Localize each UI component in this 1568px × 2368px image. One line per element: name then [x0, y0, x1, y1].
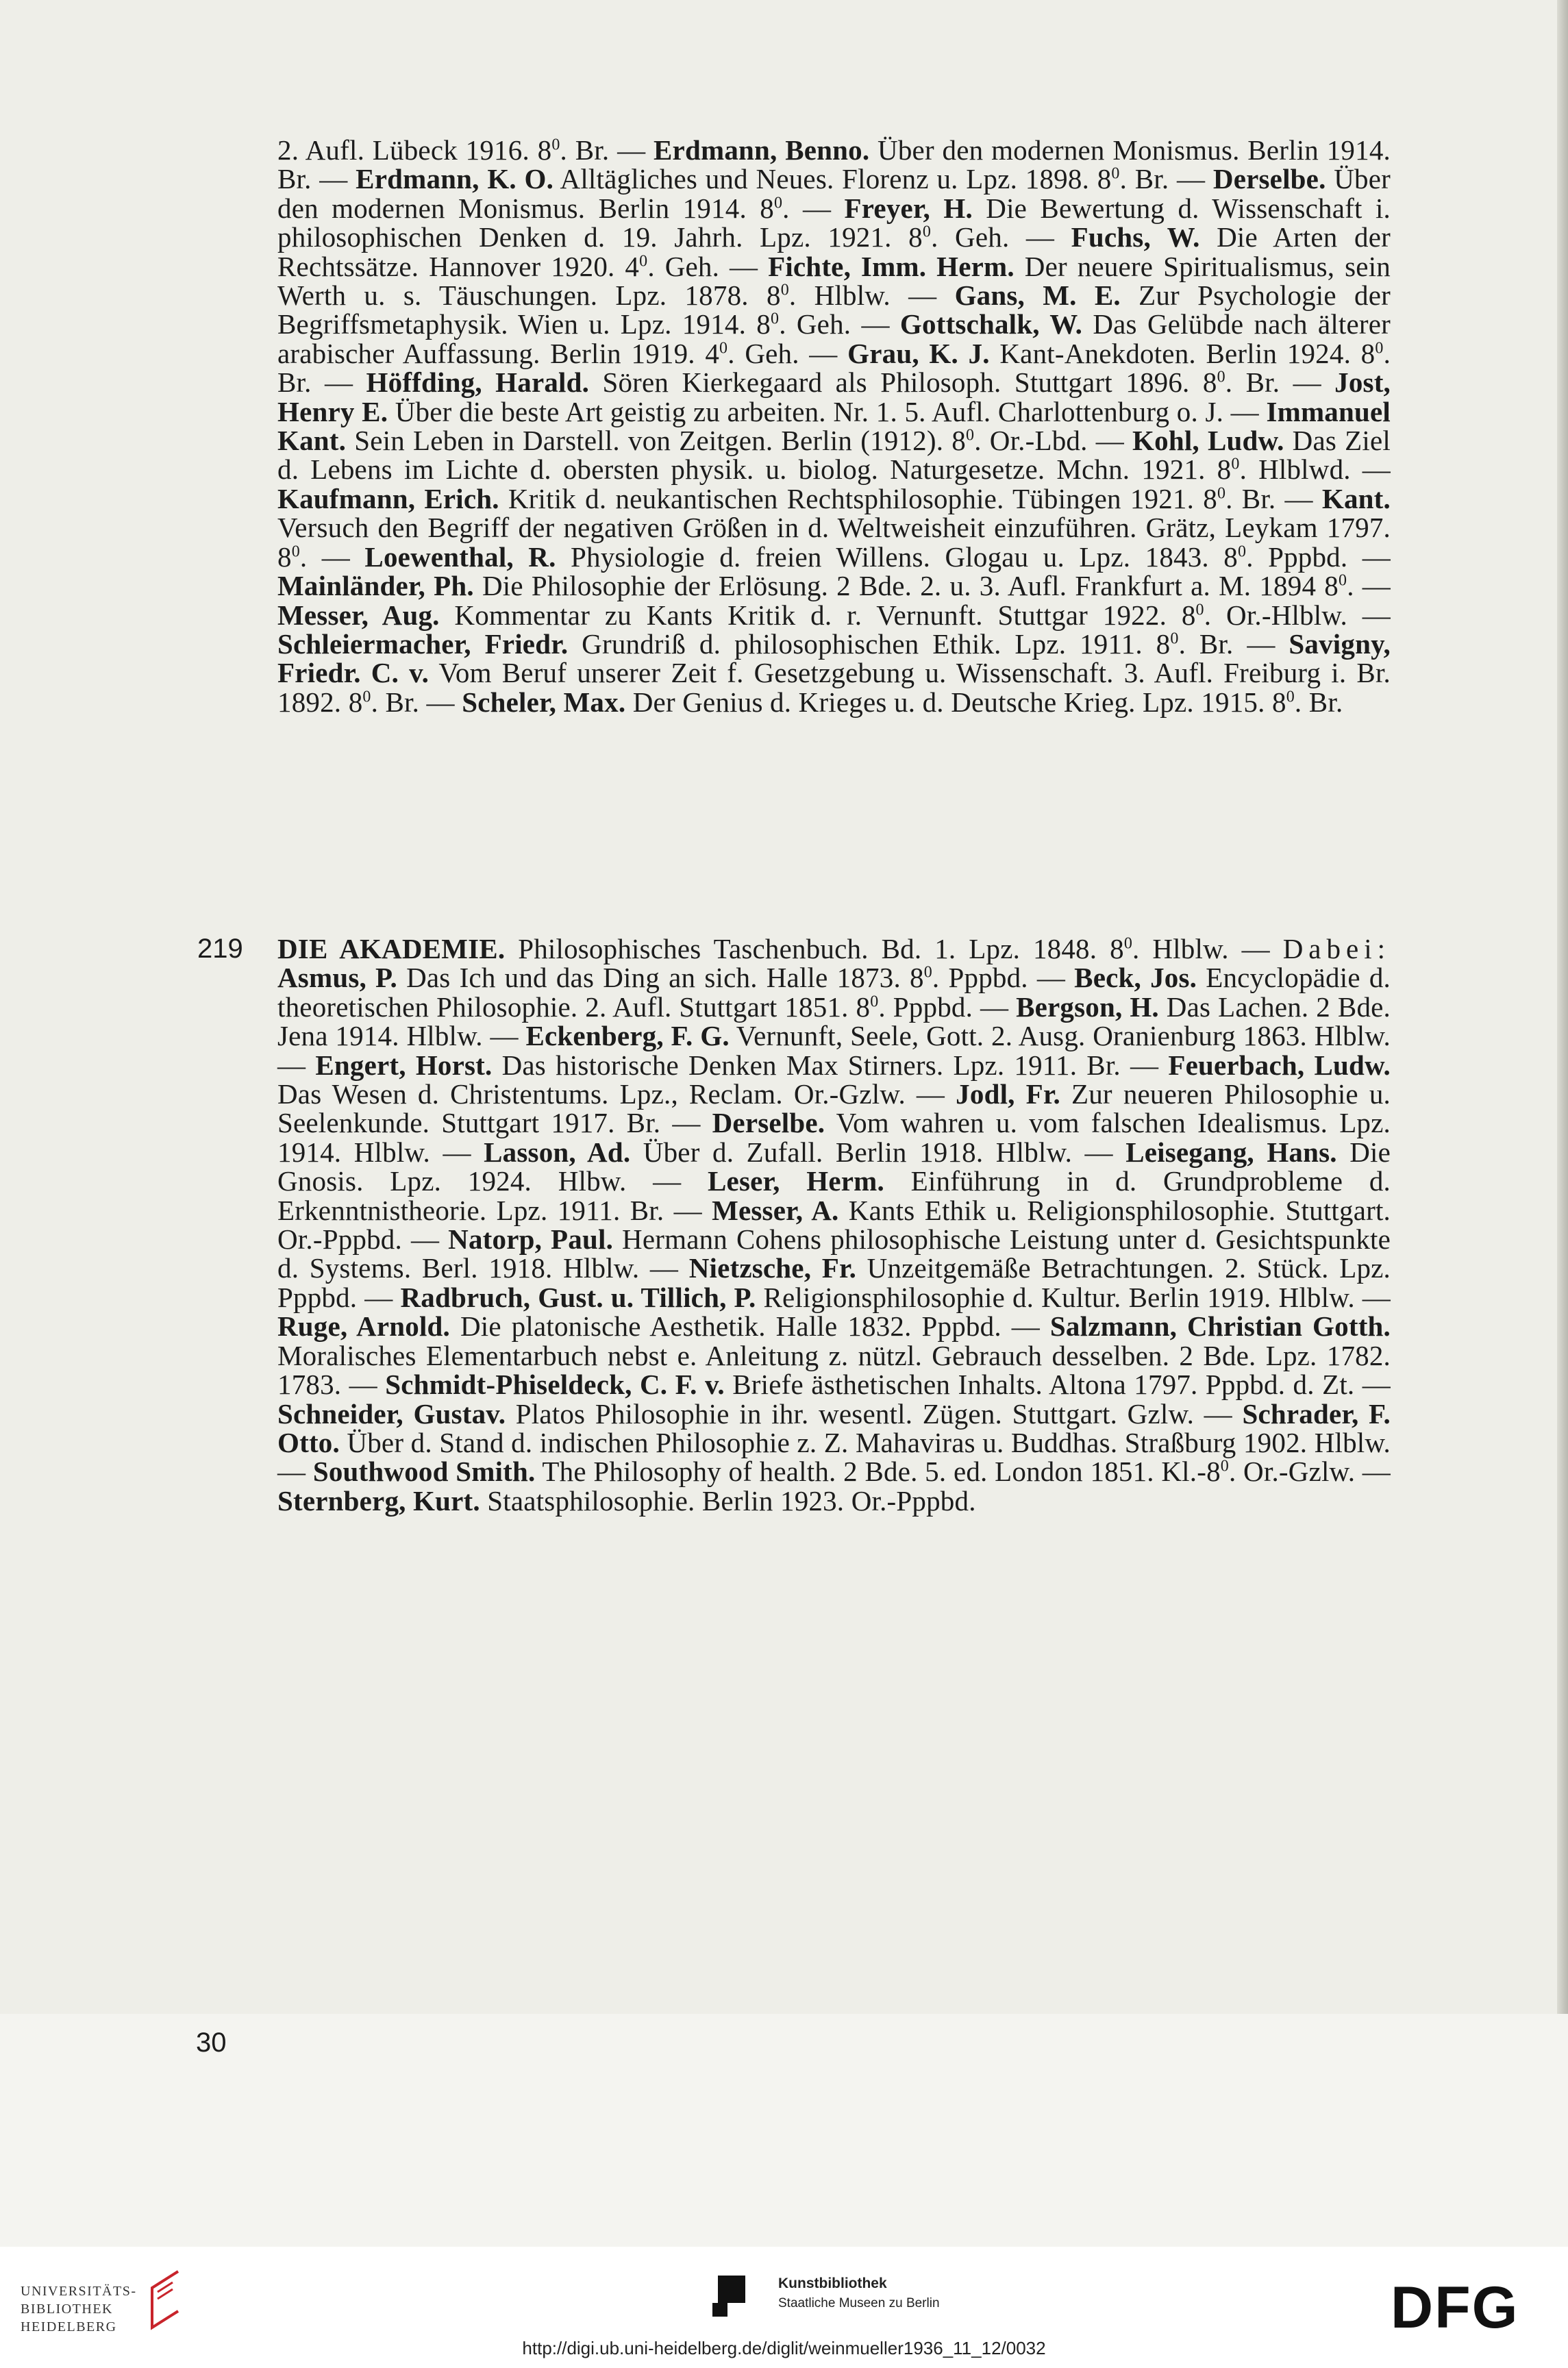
- format-superscript: 0: [1217, 368, 1225, 386]
- format-superscript: 0: [1238, 543, 1247, 561]
- author-name: Mainländer, Ph.: [277, 570, 474, 602]
- author-name: Asmus, P.: [277, 962, 397, 994]
- entry-text: . Geh. —: [931, 221, 1071, 253]
- entry-text: Sören Kierkegaard als Philosoph. Stuttgart 1896. 8: [589, 366, 1217, 399]
- author-name: Gottschalk, W.: [899, 308, 1083, 340]
- digitization-footer: [0, 2247, 1568, 2368]
- author-name: Jodl, Fr.: [956, 1078, 1060, 1110]
- university-library-name: UNIVERSITÄTS- BIBLIOTHEK HEIDELBERG: [21, 2284, 137, 2334]
- format-superscript: 0: [291, 543, 300, 561]
- entry-text: Der neuere Spiritualismus, sein Werth u. s. Täuschungen. Lpz. 1878. 8: [277, 250, 1391, 312]
- format-superscript: 0: [1220, 1457, 1229, 1475]
- format-superscript: 0: [1231, 455, 1240, 473]
- author-name: Immanuel Kant.: [277, 395, 1391, 457]
- entry-text: . Br. —: [1119, 163, 1213, 195]
- author-name: Natorp, Paul.: [448, 1223, 614, 1256]
- entry-text: . Br. —: [277, 337, 1391, 399]
- entry-text: Hermann Cohens philosophische Leistung unter d. Gesichtspunkte d. Systems. Berl. 1918. Hlblw. —: [277, 1223, 1391, 1284]
- author-name: Erdmann, K. O.: [356, 163, 554, 195]
- entry-text: . Pppbd. —: [932, 962, 1075, 994]
- entry-text: . —: [782, 192, 845, 224]
- author-name: Nietzsche, Fr.: [688, 1252, 857, 1284]
- entry-text: . Pppbd. —: [878, 990, 1017, 1023]
- author-name: Fichte, Imm. Herm.: [768, 250, 1015, 282]
- format-superscript: 0: [551, 136, 560, 154]
- entry-text: . Br.: [1294, 686, 1343, 718]
- author-name: Schleiermacher, Friedr.: [277, 627, 569, 660]
- author-name: Messer, Aug.: [277, 599, 440, 631]
- format-superscript: 0: [719, 339, 728, 358]
- page-edge: [1557, 0, 1568, 2014]
- university-logo-icon: [137, 2269, 185, 2330]
- entry-text: Über den modernen Monismus. Berlin 1914. 8: [277, 163, 1391, 224]
- entry-text: . Hlblwd. —: [1239, 453, 1391, 486]
- author-name: Leser, Herm.: [708, 1165, 884, 1197]
- entry-text: . Hlblw. —: [1132, 933, 1283, 964]
- entry-text: Briefe ästhetischen Inhalts. Altona 1797. Pppbd. d. Zt. —: [724, 1369, 1391, 1401]
- entry-text: Zur neueren Philosophie u. Seelenkunde. Stuttgart 1917. Br. —: [277, 1078, 1391, 1139]
- kunstbibliothek-logo-icon: [712, 2276, 751, 2317]
- author-name: Schmidt-Phiseldeck, C. F. v.: [385, 1369, 725, 1401]
- author-name: Scheler, Max.: [462, 686, 626, 718]
- format-superscript: 0: [1111, 164, 1120, 183]
- format-superscript: 0: [1339, 571, 1347, 590]
- author-name: Beck, Jos.: [1074, 962, 1197, 994]
- entry-text: Einführung in d. Grundprobleme d. Erkenntnistheorie. Lpz. 1911. Br. —: [277, 1165, 1391, 1226]
- entry-text: . Br. —: [1225, 482, 1322, 514]
- format-superscript: 0: [870, 993, 879, 1011]
- format-superscript: 0: [966, 426, 975, 445]
- entry-text: . Hlblw. —: [788, 279, 955, 312]
- entry-text: . Or.-Gzlw. —: [1228, 1456, 1391, 1488]
- entry-text: Zur Psychologie der Begriffsmetaphysik. Wien u. Lpz. 1914. 8: [277, 279, 1391, 340]
- page-number: 30: [196, 2028, 227, 2058]
- entry-text: Unzeitgemäße Betrachtungen. 2. Stück. Lpz. Pppbd. —: [277, 1252, 1391, 1313]
- author-name: Höffding, Harald.: [366, 366, 590, 399]
- entry-text: Das Lachen. 2 Bde. Jena 1914. Hlblw. —: [277, 990, 1391, 1052]
- entry-text: 2. Aufl. Lübeck 1916. 8: [277, 134, 552, 166]
- entry-text: . Geh. —: [727, 337, 848, 369]
- author-name: Bergson, H.: [1016, 990, 1159, 1023]
- entry-text: Philosophisches Taschenbuch. Bd. 1. Lpz. 1848. 8: [505, 933, 1124, 964]
- entry-text: . Pppbd. —: [1246, 540, 1391, 573]
- entry-text: Das historische Denken Max Stirners. Lpz. 1911. Br. —: [492, 1049, 1169, 1081]
- author-name: Radbruch, Gust. u. Tillich, P.: [400, 1281, 756, 1313]
- entry-text: . Or.-Hlblw. —: [1204, 599, 1391, 631]
- format-superscript: 0: [639, 251, 648, 270]
- format-superscript: 0: [1217, 484, 1226, 503]
- entry-text: Vom wahren u. vom falschen Idealismus. Lpz. 1914. Hlblw. —: [277, 1107, 1391, 1168]
- entry-text: Die Bewertung d. Wissenschaft i. philosophischen Denken d. 19. Jahrh. Lpz. 1921. 8: [277, 192, 1391, 253]
- format-superscript: 0: [773, 194, 783, 212]
- entry-text: Über den modernen Monismus. Berlin 1914. Br. —: [277, 134, 1391, 195]
- lot-number: 219: [197, 934, 243, 964]
- entry-text: Die Arten der Rechtssätze. Hannover 1920. 4: [277, 221, 1391, 282]
- author-name: Leisegang, Hans.: [1125, 1136, 1337, 1168]
- entry-text: Über d. Stand d. indischen Philosophie z. Z. Mahaviras u. Buddhas. Straßburg 1902. Hlblw. —: [277, 1426, 1391, 1488]
- entry-text: Die platonische Aesthetik. Halle 1832. Pppbd. —: [450, 1310, 1050, 1343]
- entry-text: Alltägliches und Neues. Florenz u. Lpz. 1898. 8: [553, 163, 1112, 195]
- entry-text: Über d. Zufall. Berlin 1918. Hlblw. —: [630, 1136, 1126, 1168]
- entry-text: Kants Ethik u. Religionsphilosophie. Stuttgart. Or.-Pppbd. —: [277, 1194, 1391, 1256]
- entry-text: Sein Leben in Darstell. von Zeitgen. Berlin (1912). 8: [346, 425, 966, 457]
- author-name: Loewenthal, R.: [364, 540, 556, 573]
- entry-text: Der Genius d. Krieges u. d. Deutsche Krieg. Lpz. 1915. 8: [625, 686, 1286, 718]
- entry-text: Kritik d. neukantischen Rechtsphilosophie. Tübingen 1921. 8: [499, 482, 1217, 514]
- author-name: Derselbe.: [1212, 163, 1326, 195]
- entry-text: Das Ziel d. Lebens im Lichte d. obersten physik. u. biolog. Naturgesetze. Mchn. 1921. 8: [277, 425, 1391, 486]
- author-name: Derselbe.: [712, 1107, 825, 1139]
- author-name: Savigny, Friedr. C. v.: [277, 627, 1391, 689]
- format-superscript: 0: [1195, 600, 1204, 619]
- entry-text: Platos Philosophie in ihr. wesentl. Zügen. Stuttgart. Gzlw. —: [506, 1397, 1243, 1430]
- author-name: Schrader, F. Otto.: [277, 1397, 1391, 1458]
- kunstbibliothek-label: Kunstbibliothek Staatliche Museen zu Berlin: [778, 2276, 940, 2310]
- author-name: Erdmann, Benno.: [654, 134, 870, 166]
- entry-text: Physiologie d. freien Willens. Glogau u. Lpz. 1843. 8: [556, 540, 1238, 573]
- entry-text: Über die beste Art geistig zu arbeiten. Nr. 1. 5. Aufl. Charlottenburg o. J. —: [388, 395, 1267, 427]
- author-name: Ruge, Arnold.: [277, 1310, 450, 1343]
- format-superscript: 0: [1375, 339, 1384, 358]
- entry-text: Das Ich und das Ding an sich. Halle 1873. 8: [397, 962, 924, 994]
- entry-text: Kommentar zu Kants Kritik d. r. Vernunft. Stuttgar 1922. 8: [439, 599, 1196, 631]
- author-name: Kohl, Ludw.: [1132, 425, 1284, 457]
- entry-text: The Philosophy of health. 2 Bde. 5. ed. London 1851. Kl.-8: [535, 1456, 1221, 1488]
- catalog-entry-continued: [277, 136, 1391, 716]
- author-name: Feuerbach, Ludw.: [1168, 1049, 1391, 1081]
- author-name: Freyer, H.: [844, 192, 973, 224]
- author-name: Kant.: [1321, 482, 1391, 514]
- entry-text: . Br. —: [560, 134, 654, 166]
- spaced-label: Dabei:: [1282, 933, 1391, 964]
- author-name: Lasson, Ad.: [484, 1136, 631, 1168]
- catalog-entry-219: [277, 934, 1391, 1515]
- author-name: Kaufmann, Erich.: [277, 482, 499, 514]
- author-name: Salzmann, Christian Gotth.: [1049, 1310, 1391, 1343]
- entry-text: . —: [299, 540, 365, 573]
- entry-text: . Geh. —: [779, 308, 900, 340]
- format-superscript: 0: [362, 688, 371, 706]
- author-name: Messer, A.: [712, 1194, 839, 1226]
- entry-text: Die Gnosis. Lpz. 1924. Hlbw. —: [277, 1136, 1391, 1197]
- entry-text: Kant-Anekdoten. Berlin 1924. 8: [989, 337, 1376, 369]
- entry-text: . Br. —: [1225, 366, 1335, 399]
- entry-text: Staatsphilosophie. Berlin 1923. Or.-Pppbd.: [480, 1484, 976, 1517]
- entry-text: . Or.-Lbd. —: [974, 425, 1133, 457]
- author-name: Schneider, Gustav.: [277, 1397, 506, 1430]
- entry-text: Vom Beruf unserer Zeit f. Gesetzgebung u. Wissenschaft. 3. Aufl. Freiburg i. Br. 1892. 8: [277, 657, 1391, 718]
- author-name: DIE AKADEMIE.: [277, 933, 506, 964]
- format-superscript: 0: [922, 223, 932, 241]
- entry-text: Vernunft, Seele, Gott. 2. Ausg. Oranienburg 1863. Hlblw. —: [277, 1020, 1391, 1081]
- format-superscript: 0: [1170, 630, 1179, 648]
- author-name: Engert, Horst.: [315, 1049, 493, 1081]
- dfg-logo: DFG: [1391, 2275, 1519, 2341]
- author-name: Fuchs, W.: [1071, 221, 1200, 253]
- author-name: Jost, Henry E.: [277, 366, 1391, 427]
- entry-text: Moralisches Elementarbuch nebst e. Anleitung z. nützl. Gebrauch desselben. 2 Bde. Lpz. 1782. 1783. —: [277, 1339, 1391, 1401]
- permalink-url[interactable]: http://digi.ub.uni-heidelberg.de/diglit/weinmueller1936_11_12/0032: [522, 2338, 1046, 2358]
- author-name: Gans, M. E.: [954, 279, 1121, 312]
- entry-text: . Geh. —: [647, 250, 769, 282]
- format-superscript: 0: [1286, 688, 1295, 706]
- format-superscript: 0: [1123, 934, 1133, 953]
- entry-text: . Br. —: [1178, 627, 1289, 660]
- entry-text: Das Gelübde nach älterer arabischer Auffassung. Berlin 1919. 4: [277, 308, 1391, 369]
- entry-text: Religionsphilosophie d. Kultur. Berlin 1919. Hlblw. —: [756, 1281, 1391, 1313]
- author-name: Grau, K. J.: [847, 337, 990, 369]
- entry-text: Grundriß d. philosophischen Ethik. Lpz. 1911. 8: [568, 627, 1171, 660]
- entry-text: Encyclopädie d. theoretischen Philosophie. 2. Aufl. Stuttgart 1851. 8: [277, 962, 1391, 1023]
- format-superscript: 0: [780, 281, 789, 299]
- entry-text: . Br. —: [371, 686, 462, 718]
- entry-text: . —: [1347, 570, 1391, 602]
- author-name: Eckenberg, F. G.: [525, 1020, 730, 1052]
- entry-text: Das Wesen d. Christentums. Lpz., Reclam. Or.-Gzlw. —: [277, 1078, 956, 1110]
- entry-text: Die Philosophie der Erlösung. 2 Bde. 2. u. 3. Aufl. Frankfurt a. M. 1894 8: [473, 570, 1339, 602]
- author-name: Sternberg, Kurt.: [277, 1484, 480, 1517]
- entry-text: Versuch den Begriff der negativen Größen in d. Weltweisheit einzuführen. Grätz, Leykam 1797. 8: [277, 512, 1391, 573]
- format-superscript: 0: [923, 963, 932, 982]
- format-superscript: 0: [770, 310, 780, 328]
- author-name: Southwood Smith.: [312, 1456, 536, 1488]
